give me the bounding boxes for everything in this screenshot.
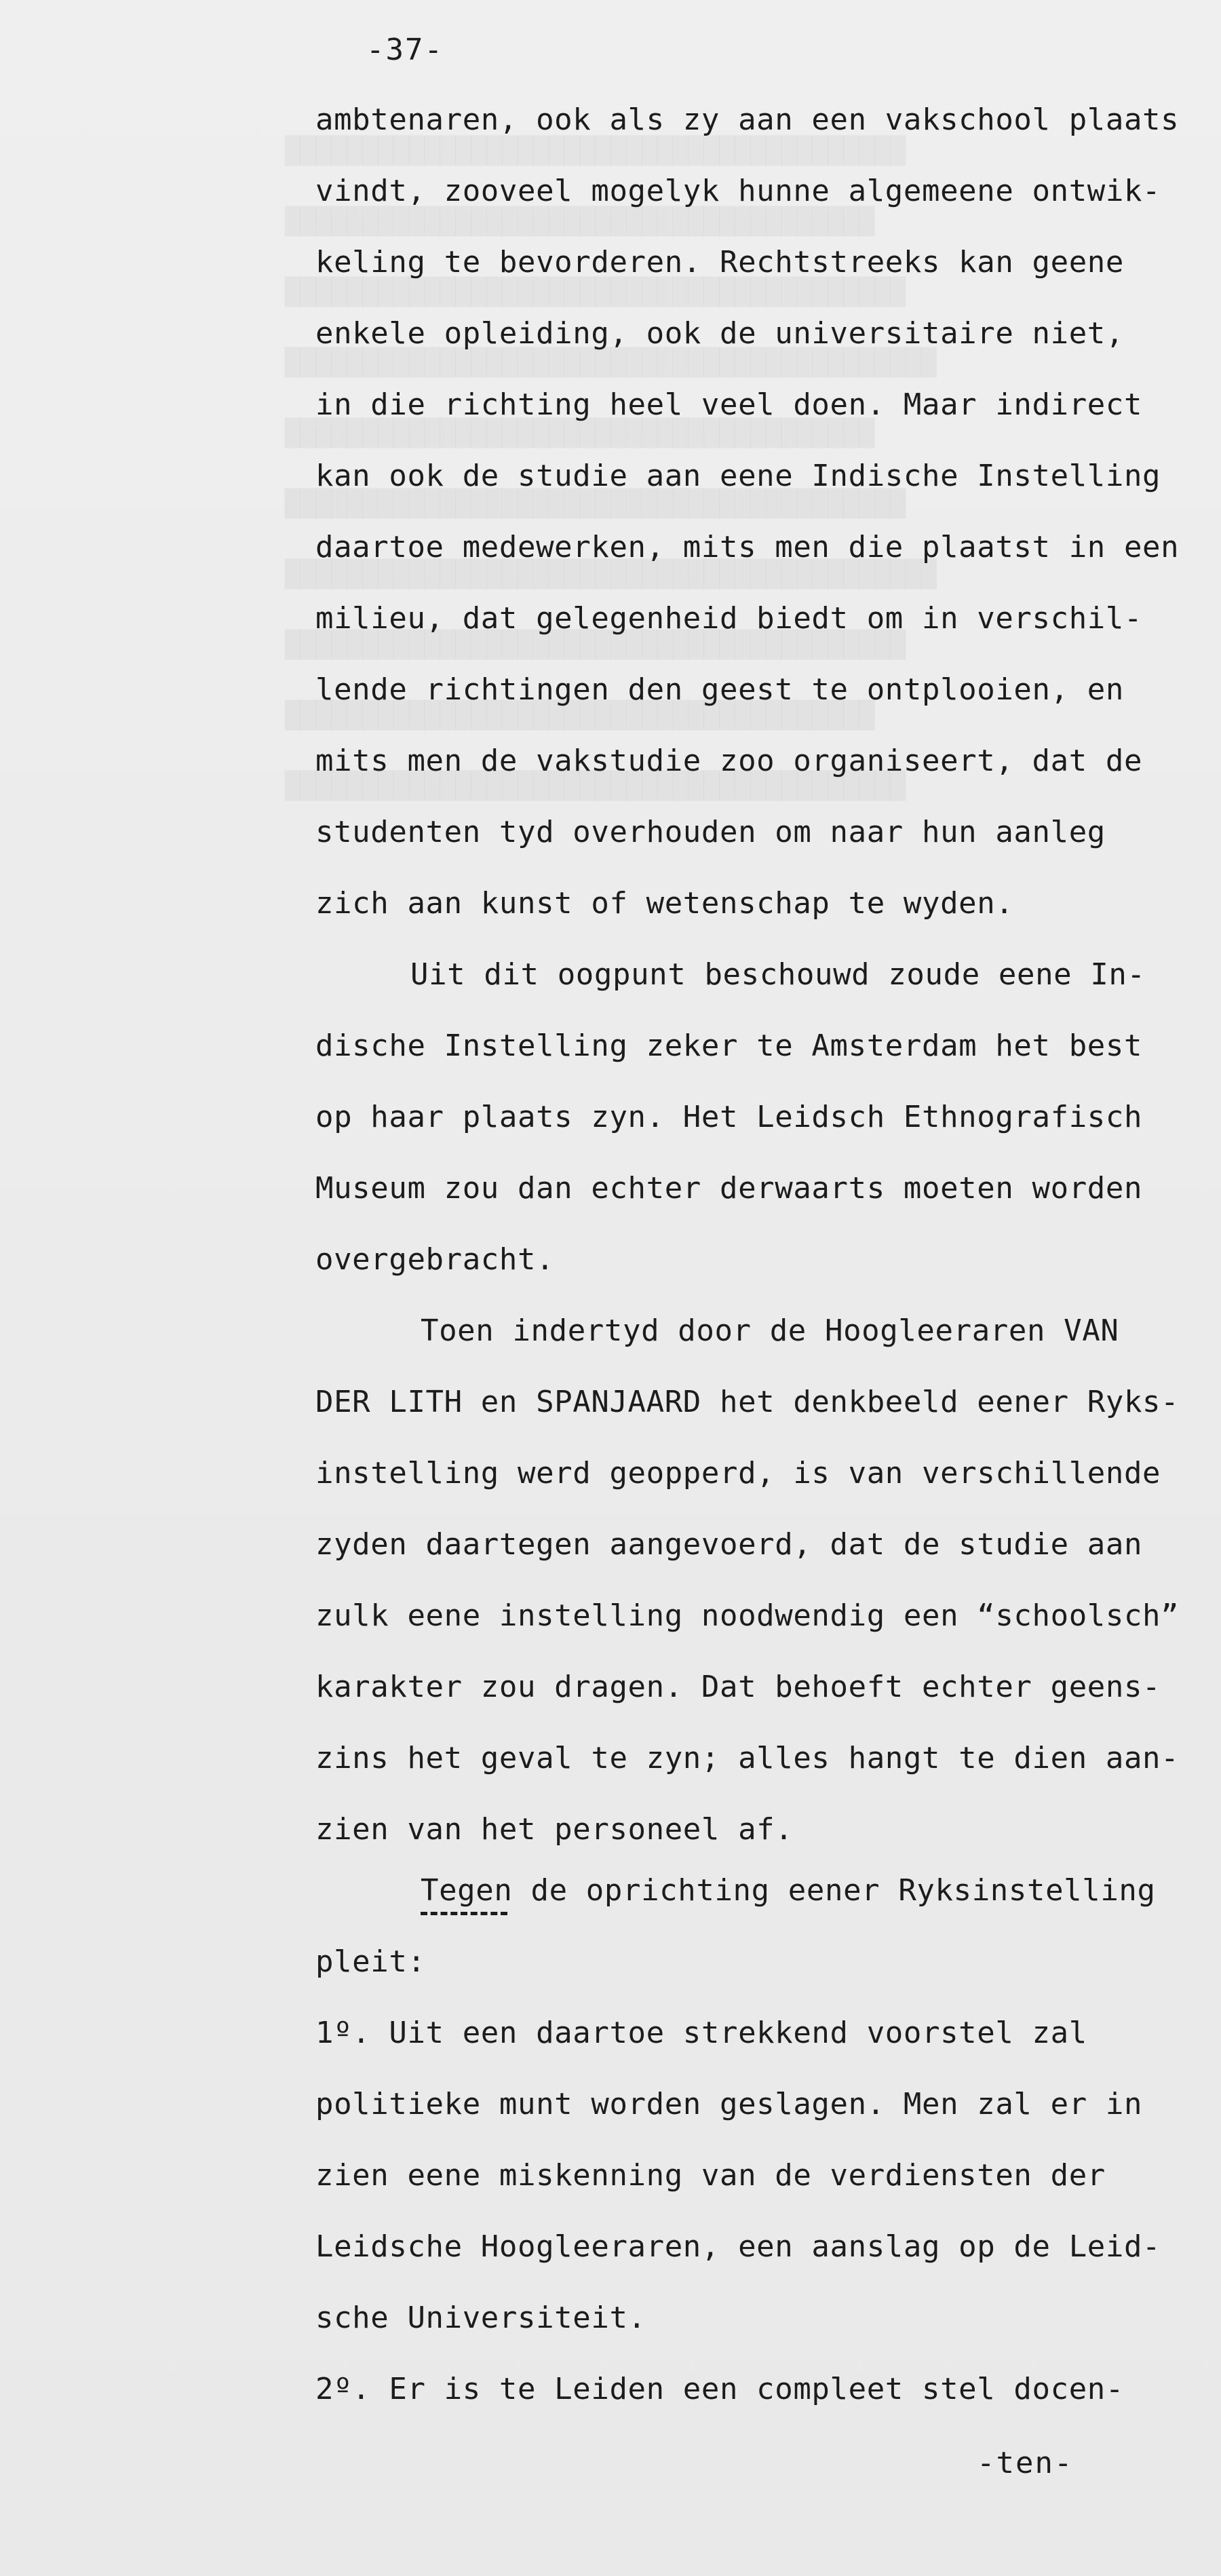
paragraph-start-line: Tegen de oprichting eener Ryksinstelling (421, 1873, 1156, 1908)
text-line: ambtenaren, ook als zy aan een vakschool plaats (315, 102, 1180, 137)
typed-underline (421, 1912, 507, 1915)
text-line: pleit: (315, 1944, 426, 1979)
text-line: vindt, zooveel mogelyk hunne algemeene ontwik- (315, 174, 1161, 208)
text-line: keling te bevorderen. Rechtstreeks kan geene (315, 245, 1124, 280)
text-line: zien van het personeel af. (315, 1812, 794, 1847)
text-line: kan ook de studie aan eene Indische Instelling (315, 459, 1161, 493)
text-line: milieu, dat gelegenheid biedt om in verschil- (315, 601, 1143, 636)
text-line: zulk eene instelling noodwendig een “schoolsch” (315, 1598, 1180, 1633)
text-line: daartoe medewerken, mits men die plaatst in een (315, 530, 1180, 564)
text-line: Leidsche Hoogleeraren, een aanslag op de Leid- (315, 2229, 1161, 2264)
text-line: in die richting heel veel doen. Maar indirect (315, 387, 1143, 422)
paragraph-start-line: Toen indertyd door de Hoogleeraren VAN (421, 1313, 1119, 1348)
text-line: overgebracht. (315, 1242, 555, 1277)
text-line: lende richtingen den geest te ontplooien, en (315, 672, 1124, 707)
text-line: DER LITH en SPANJAARD het denkbeeld eener Ryks- (315, 1385, 1180, 1419)
page-number: -37- (366, 33, 444, 67)
next-page-catchword: -ten- (977, 2446, 1074, 2480)
text-line: sche Universiteit. (315, 2301, 646, 2335)
list-item-line: 1º. Uit een daartoe strekkend voorstel zal (315, 2016, 1087, 2050)
text-line: zins het geval te zyn; alles hangt te dien aan- (315, 1741, 1180, 1775)
text-line: instelling werd geopperd, is van verschillende (315, 1456, 1161, 1491)
text-line: zien eene miskenning van de verdiensten der (315, 2158, 1106, 2193)
text-line: dische Instelling zeker te Amsterdam het best (315, 1029, 1143, 1063)
text-line: politieke munt worden geslagen. Men zal er in (315, 2087, 1143, 2121)
text-line: op haar plaats zyn. Het Leidsch Ethnografisch (315, 1100, 1143, 1134)
text-line: studenten tyd overhouden om naar hun aanleg (315, 815, 1106, 849)
text-line: zich aan kunst of wetenschap te wyden. (315, 886, 1014, 921)
list-item-line: 2º. Er is te Leiden een compleet stel docen- (315, 2372, 1124, 2406)
text-line: enkele opleiding, ook de universitaire niet, (315, 316, 1124, 351)
text-line: zyden daartegen aangevoerd, dat de studie aan (315, 1527, 1143, 1562)
text-line: Museum zou dan echter derwaarts moeten worden (315, 1171, 1143, 1206)
paragraph-start-line: Uit dit oogpunt beschouwd zoude eene In- (410, 957, 1146, 992)
text-line: mits men de vakstudie zoo organiseert, dat de (315, 744, 1143, 778)
text-line: karakter zou dragen. Dat behoeft echter geens- (315, 1670, 1161, 1704)
